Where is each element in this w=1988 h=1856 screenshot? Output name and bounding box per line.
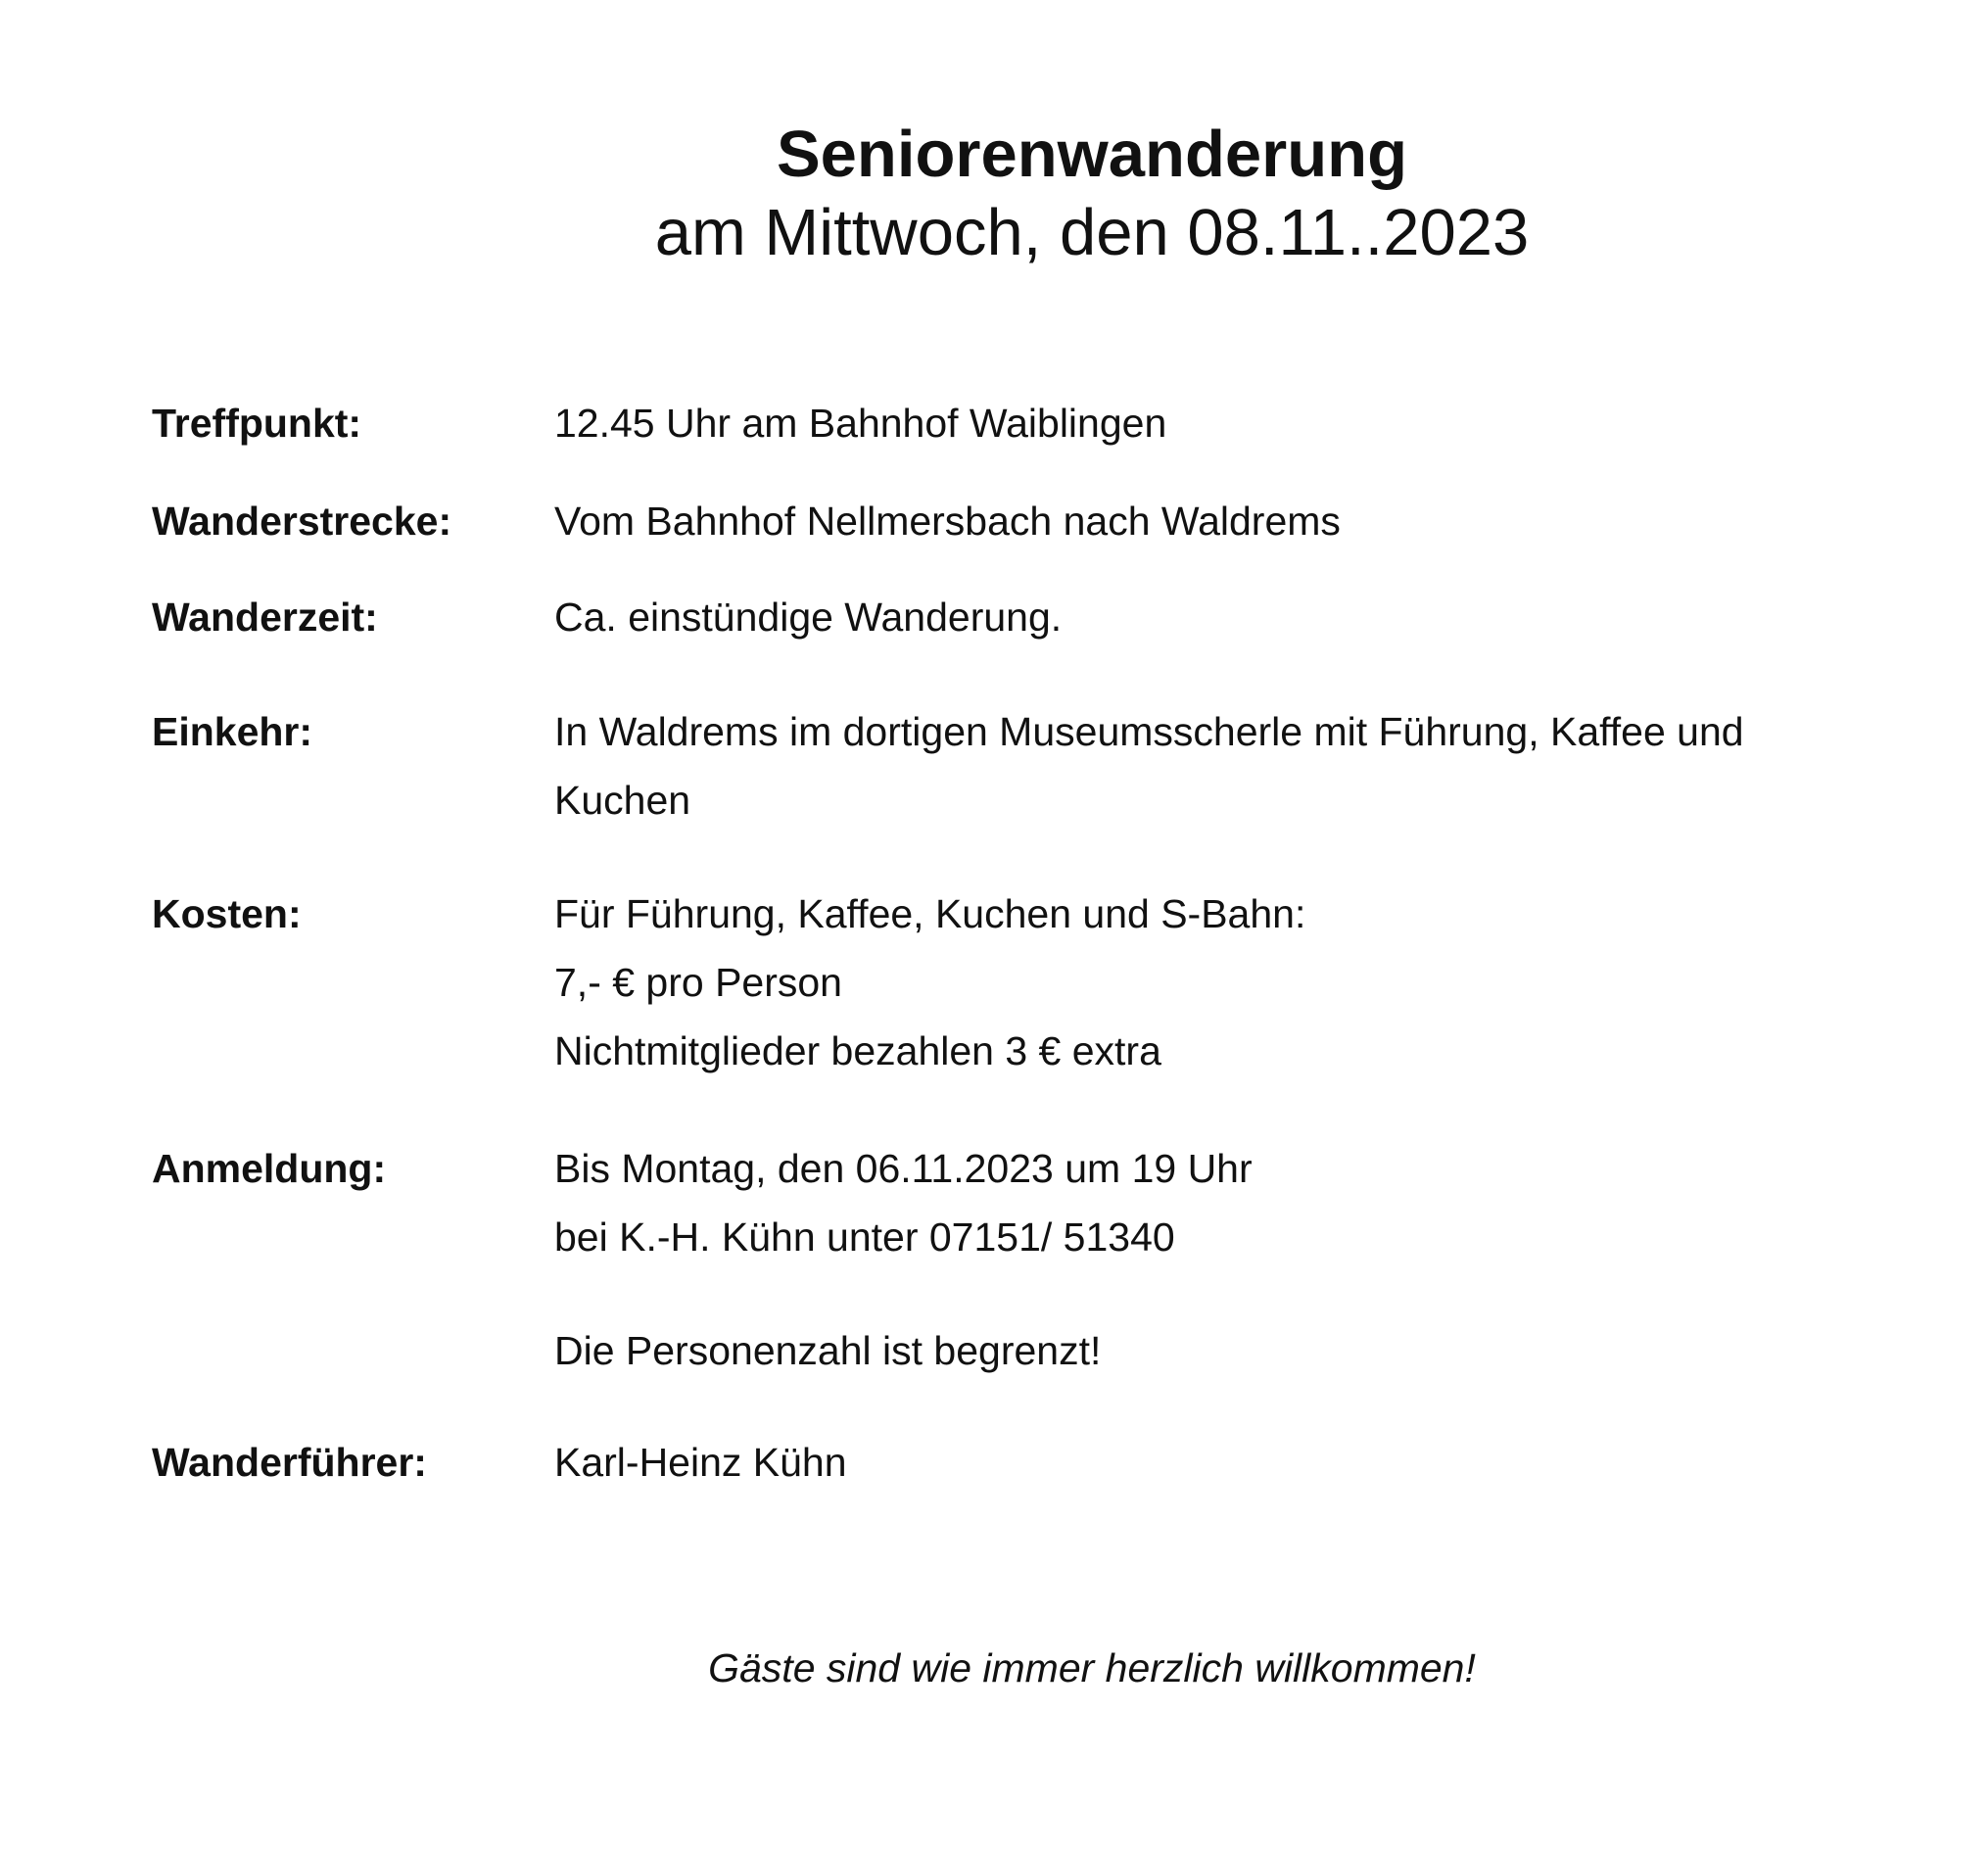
- kosten-value: [554, 880, 1964, 1085]
- kosten-line-2: 7,- € pro Person: [554, 960, 842, 1005]
- anmeldung-line-1: Bis Montag, den 06.11.2023 um 19 Uhr: [554, 1146, 1253, 1191]
- wanderfuehrer-label: Wanderführer:: [152, 1440, 427, 1485]
- page-subtitle: am Mittwoch, den 08.11..2023: [654, 196, 1530, 269]
- wanderstrecke-value: [554, 487, 1964, 555]
- wanderzeit-text: Ca. einstündige Wanderung.: [554, 595, 1063, 640]
- wanderzeit-label: Wanderzeit:: [152, 595, 378, 640]
- anmeldung-value: [554, 1134, 1964, 1385]
- anmeldung-line-2: bei K.-H. Kühn unter 07151/ 51340: [554, 1214, 1175, 1260]
- wanderstrecke-label: Wanderstrecke:: [152, 499, 452, 544]
- wanderstrecke-text: Vom Bahnhof Nellmersbach nach Waldrems: [554, 499, 1341, 544]
- anmeldung-label: Anmeldung:: [152, 1146, 387, 1191]
- kosten-line-1: Für Führung, Kaffee, Kuchen und S-Bahn:: [554, 891, 1306, 936]
- page-title: Seniorenwanderung: [776, 118, 1408, 191]
- treffpunkt-value: [554, 389, 1964, 457]
- einkehr-line-1: In Waldrems im dortigen Museumsscherle mit Führung, Kaffee und: [554, 709, 1744, 754]
- kosten-label: Kosten:: [152, 891, 302, 936]
- treffpunkt-label: Treffpunkt:: [152, 401, 362, 446]
- kosten-line-3: Nichtmitglieder bezahlen 3 € extra: [554, 1028, 1161, 1073]
- wanderzeit-value: [554, 583, 1964, 651]
- einkehr-label: Einkehr:: [152, 709, 313, 754]
- einkehr-line-2: Kuchen: [554, 778, 691, 823]
- treffpunkt-text: 12.45 Uhr am Bahnhof Waiblingen: [554, 401, 1167, 446]
- wanderfuehrer-value: [554, 1428, 1964, 1497]
- wanderfuehrer-text: Karl-Heinz Kühn: [554, 1440, 847, 1485]
- title-block: [0, 116, 1988, 272]
- einkehr-value: [554, 697, 1964, 834]
- anmeldung-note: Die Personenzahl ist begrenzt!: [554, 1328, 1102, 1373]
- welcome-note: Gäste sind wie immer herzlich willkommen!: [708, 1645, 1476, 1690]
